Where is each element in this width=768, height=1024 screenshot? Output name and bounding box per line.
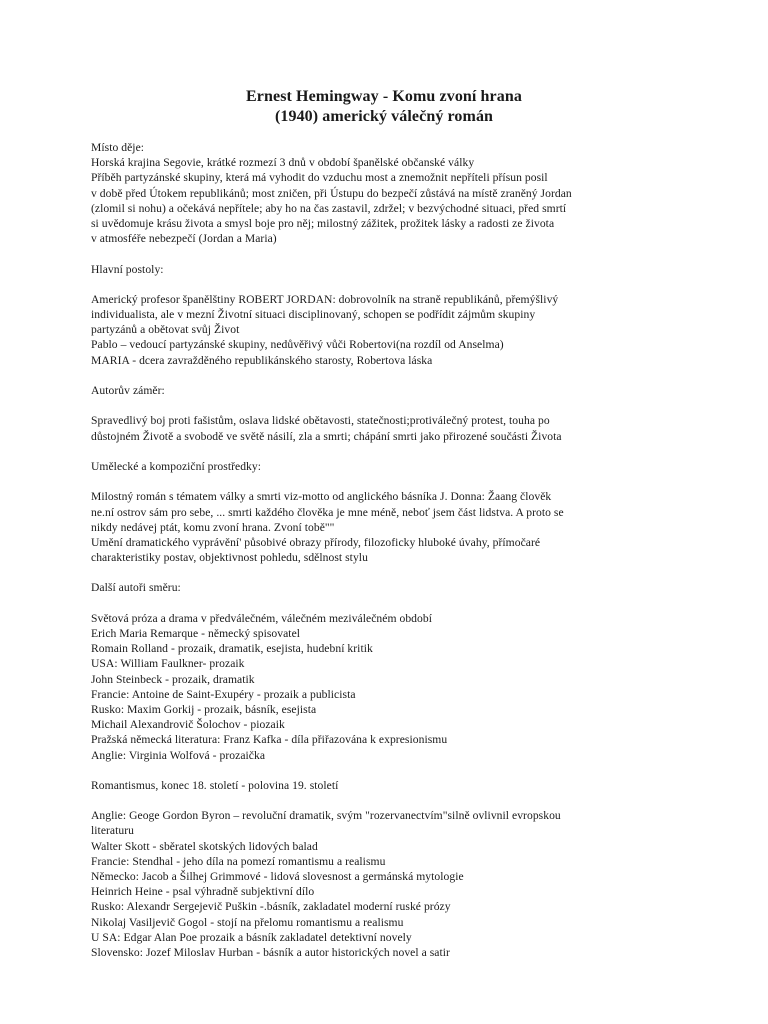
text-line: Horská krajina Segovie, krátké rozmezí 3 dnů v období španělské občanské války — [91, 156, 475, 170]
text-line: Francie: Antoine de Saint-Exupéry - prozaik a publicista — [91, 687, 356, 701]
text-line: v atmosféře nebezpečí (Jordan a Maria) — [91, 232, 277, 246]
text-line: individualista, ale v mezní Životní situaci disciplinovaný, schopen se podřídit zájmům skupiny — [91, 308, 536, 322]
text-line: ne.ní ostrov sám pro sebe, ... smrti každého člověka je mne méně, neboť jsem část lidstva. A proto se — [91, 505, 564, 519]
text-line: Erich Maria Remarque - německý spisovatel — [91, 627, 301, 640]
paragraph-gap — [91, 793, 711, 808]
text-line: Romain Rolland - prozaik, dramatik, esejista, hudební kritik — [91, 642, 373, 656]
text-line: Michail Alexandrovič Šolochov - piozaik — [91, 718, 285, 732]
text-line: Heinrich Heine - psal výhradně subjektivní dílo — [91, 885, 315, 899]
text-line: Pražská německá literatura: Franz Kafka - díla přiřazována k expresionismu — [91, 733, 448, 747]
text-line: Místo děje: — [91, 141, 145, 154]
text-line: Umělecké a kompoziční prostředky: — [91, 459, 262, 473]
text-line: U SA: Edgar Alan Poe prozaik a básník zakladatel detektivní novely — [91, 930, 412, 944]
text-line: John Steinbeck - prozaik, dramatik — [91, 672, 255, 686]
text-line: Americký profesor španělštiny ROBERT JORDAN: dobrovolník na straně republikánů, přemýšlivý — [91, 292, 559, 306]
paragraph-gap — [91, 368, 711, 383]
paragraph-gap — [91, 565, 711, 580]
text-line: Hlavní postoly: — [91, 262, 164, 276]
text-line: Anglie: Geoge Gordon Byron – revoluční dramatik, svým "rozervanectvím"silně ovlivnil evropskou — [91, 809, 561, 823]
paragraph-gap — [91, 474, 711, 489]
text-line: Nikolaj Vasiljevič Gogol - stojí na přelomu romantismu a realismu — [91, 915, 404, 929]
text-line: důstojném Životě a svobodě ve světě násilí, zla a smrti; chápání smrti jako přirozené součásti Života — [91, 429, 562, 443]
text-line: Německo: Jacob a Šilhej Grimmové - lidová slovesnost a germánská mytologie — [91, 870, 464, 883]
text-line: Umění dramatického vyprávění' působivé obrazy přírody, filozoficky hluboké úvahy, přímočaré — [91, 535, 541, 549]
document-title: Ernest Hemingway - Komu zvoní hrana — [246, 88, 522, 105]
text-line: Walter Skott - sběratel skotských lidových balad — [91, 839, 318, 853]
text-line: Francie: Stendhal - jeho díla na pomezí romantismu a realismu — [91, 854, 386, 868]
text-line: Další autoři směru: — [91, 581, 181, 595]
text-line: USA: William Faulkner- prozaik — [91, 657, 245, 671]
document-subtitle: (1940) americký válečný román — [274, 108, 494, 125]
text-line: literaturu — [91, 824, 134, 838]
text-line: charakteristiky postav, objektivnost pohledu, sdělnost stylu — [91, 551, 368, 565]
text-line: Rusko: Maxim Gorkij - prozaik, básník, esejista — [91, 702, 317, 716]
text-line: si uvědomuje krásu života a smysl boje pro něj; milostný zážitek, prožitek lásky a radosti ze života — [91, 216, 555, 230]
text-line: Autorův záměr: — [91, 384, 165, 397]
text-line: Příběh partyzánské skupiny, která má vyhodit do vzduchu most a znemožnit nepříteli přísun posil — [91, 171, 548, 185]
text-line: (zlomil si nohu) a očekává nepřítele; aby ho na čas zastavil, zdržel; v bezvýchodné situaci, před smrtí — [91, 201, 567, 215]
text-line: Romantismus, konec 18. století - polovina 19. století — [91, 778, 339, 792]
text-line: Anglie: Virginia Wolfová - prozaička — [91, 748, 266, 762]
text-line: Spravedlivý boj proti fašistům, oslava lidské obětavosti, statečnosti;protiválečný protest, touha po — [91, 414, 550, 428]
document-body — [91, 140, 711, 960]
paragraph-gap — [91, 277, 711, 292]
paragraph-gap — [91, 246, 711, 261]
text-line: MARIA - dcera zavražděného republikánského starosty, Robertova láska — [91, 353, 433, 367]
text-line: Pablo – vedoucí partyzánské skupiny, nedůvěřivý vůči Robertovi(na rozdíl od Anselma) — [91, 338, 504, 352]
paragraph-gap — [91, 596, 711, 611]
paragraph-gap — [91, 763, 711, 778]
text-line: nikdy nedávej ptát, komu zvoní hrana. Zvoní tobě"" — [91, 520, 335, 534]
text-line: Světová próza a drama v předválečném, válečném meziválečném období — [91, 611, 432, 625]
text-line: partyzánů a obětovat svůj Život — [91, 323, 240, 337]
text-line: v době před Útokem republikánů; most zničen, při Ústupu do bezpečí zůstává na místě zraněný Jordan — [91, 186, 572, 200]
text-line: Milostný román s tématem války a smrti viz-motto od anglického básníka J. Donna: Žaang člověk — [91, 490, 552, 504]
paragraph-gap — [91, 444, 711, 459]
text-line: Rusko: Alexandr Sergejevič Puškin -.básník, zakladatel moderní ruské prózy — [91, 900, 451, 914]
text-line: Slovensko: Jozef Miloslav Hurban - básník a autor historických novel a satir — [91, 945, 450, 959]
paragraph-gap — [91, 398, 711, 413]
